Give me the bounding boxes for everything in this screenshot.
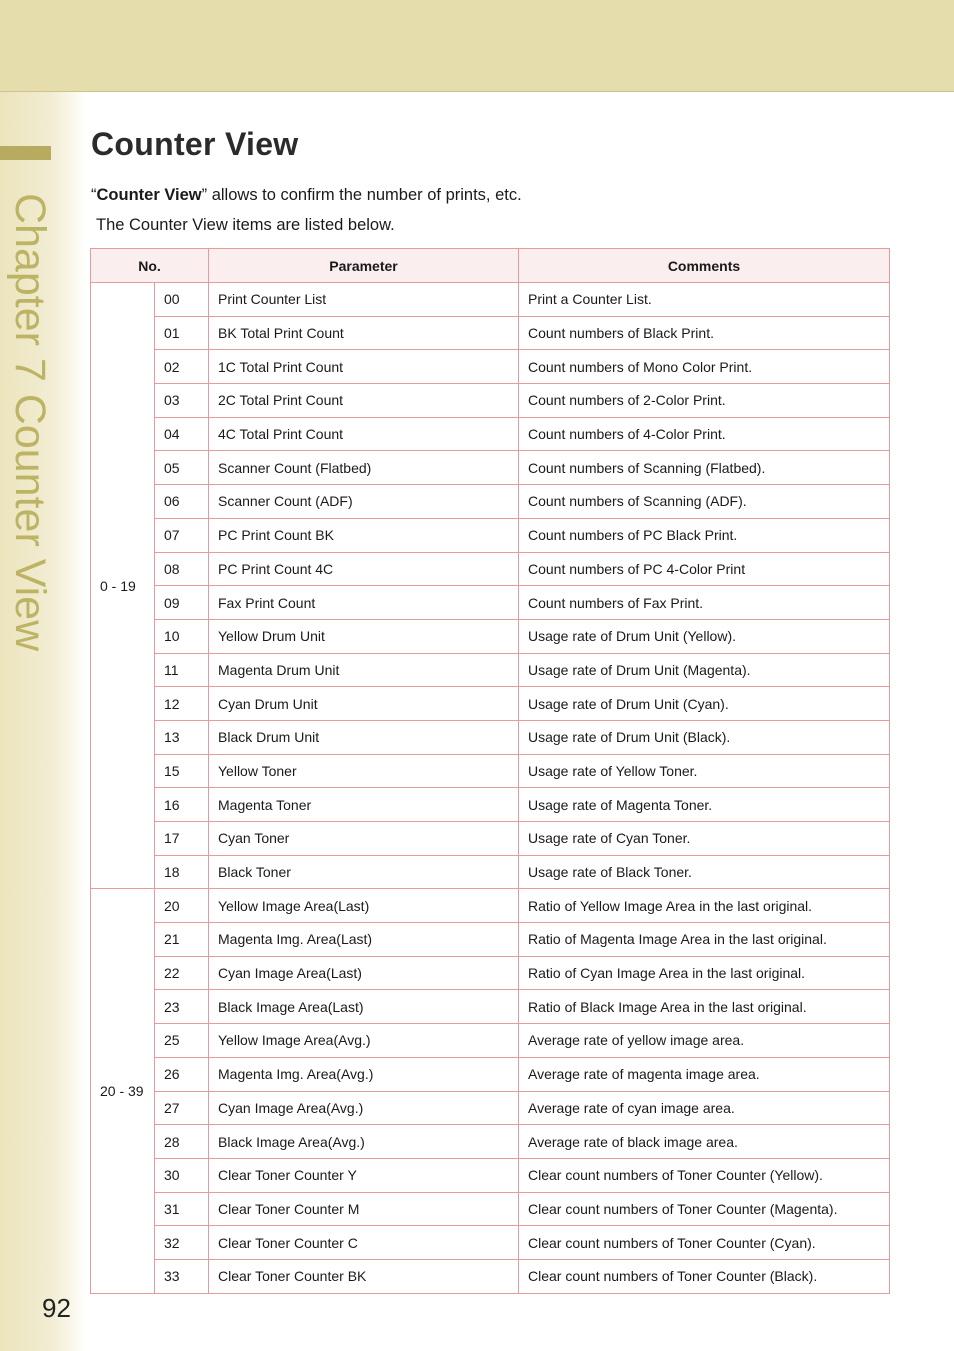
table-row: [91, 485, 890, 519]
row-parameter-cell: 2C Total Print Count: [209, 384, 519, 418]
row-comment-cell: Usage rate of Drum Unit (Black).: [519, 720, 890, 754]
row-number-cell: 07: [155, 518, 209, 552]
row-number-cell: 00: [155, 283, 209, 317]
row-number-cell: 08: [155, 552, 209, 586]
table-row: [91, 316, 890, 350]
table-row: [91, 889, 890, 923]
row-number-cell: 16: [155, 788, 209, 822]
row-parameter-cell: Yellow Image Area(Avg.): [209, 1024, 519, 1058]
row-parameter-cell: Black Image Area(Avg.): [209, 1125, 519, 1159]
table-row: [91, 990, 890, 1024]
table-row: [91, 518, 890, 552]
table-row: [91, 1259, 890, 1293]
row-comment-cell: Ratio of Yellow Image Area in the last original.: [519, 889, 890, 923]
row-comment-cell: Print a Counter List.: [519, 283, 890, 317]
row-comment-cell: Count numbers of Mono Color Print.: [519, 350, 890, 384]
table-row: [91, 822, 890, 856]
row-parameter-cell: Clear Toner Counter C: [209, 1226, 519, 1260]
row-number-cell: 22: [155, 956, 209, 990]
table-row: [91, 956, 890, 990]
table-row: [91, 586, 890, 620]
row-parameter-cell: Scanner Count (ADF): [209, 485, 519, 519]
row-parameter-cell: Magenta Toner: [209, 788, 519, 822]
row-parameter-cell: Cyan Toner: [209, 822, 519, 856]
row-number-cell: 28: [155, 1125, 209, 1159]
row-parameter-cell: 4C Total Print Count: [209, 417, 519, 451]
chapter-side-title: Chapter 7 Counter View: [6, 193, 54, 652]
row-parameter-cell: Magenta Drum Unit: [209, 653, 519, 687]
row-comment-cell: Usage rate of Cyan Toner.: [519, 822, 890, 856]
top-banner: [0, 0, 954, 92]
table-header-row: [91, 249, 890, 283]
row-parameter-cell: Magenta Img. Area(Last): [209, 923, 519, 957]
table-row: [91, 754, 890, 788]
row-parameter-cell: Cyan Drum Unit: [209, 687, 519, 721]
row-number-cell: 31: [155, 1192, 209, 1226]
row-comment-cell: Ratio of Magenta Image Area in the last original.: [519, 923, 890, 957]
row-number-cell: 32: [155, 1226, 209, 1260]
row-number-cell: 10: [155, 619, 209, 653]
row-parameter-cell: Clear Toner Counter Y: [209, 1158, 519, 1192]
table-row: [91, 1226, 890, 1260]
table-row: [91, 855, 890, 889]
table-row: [91, 1192, 890, 1226]
row-comment-cell: Count numbers of Scanning (ADF).: [519, 485, 890, 519]
row-parameter-cell: Clear Toner Counter BK: [209, 1259, 519, 1293]
intro-bold-term: Counter View: [96, 186, 202, 204]
row-comment-cell: Usage rate of Yellow Toner.: [519, 754, 890, 788]
row-range-cell: 0 - 19: [91, 283, 155, 889]
table-row: [91, 1158, 890, 1192]
row-number-cell: 11: [155, 653, 209, 687]
row-number-cell: 06: [155, 485, 209, 519]
table-row: [91, 552, 890, 586]
intro-text: [91, 186, 522, 205]
table-row: [91, 283, 890, 317]
table-row: [91, 1057, 890, 1091]
row-number-cell: 03: [155, 384, 209, 418]
row-comment-cell: Ratio of Cyan Image Area in the last original.: [519, 956, 890, 990]
row-parameter-cell: Print Counter List: [209, 283, 519, 317]
row-number-cell: 12: [155, 687, 209, 721]
row-number-cell: 23: [155, 990, 209, 1024]
row-number-cell: 05: [155, 451, 209, 485]
row-number-cell: 09: [155, 586, 209, 620]
row-number-cell: 18: [155, 855, 209, 889]
row-comment-cell: Ratio of Black Image Area in the last original.: [519, 990, 890, 1024]
row-number-cell: 30: [155, 1158, 209, 1192]
row-number-cell: 17: [155, 822, 209, 856]
row-comment-cell: Count numbers of Fax Print.: [519, 586, 890, 620]
row-parameter-cell: Magenta Img. Area(Avg.): [209, 1057, 519, 1091]
row-comment-cell: Average rate of cyan image area.: [519, 1091, 890, 1125]
row-comment-cell: Clear count numbers of Toner Counter (Black).: [519, 1259, 890, 1293]
row-comment-cell: Count numbers of Scanning (Flatbed).: [519, 451, 890, 485]
row-parameter-cell: Cyan Image Area(Last): [209, 956, 519, 990]
row-parameter-cell: Black Drum Unit: [209, 720, 519, 754]
row-comment-cell: Usage rate of Magenta Toner.: [519, 788, 890, 822]
table-row: [91, 619, 890, 653]
page-title: Counter View: [91, 126, 299, 162]
table-row: [91, 384, 890, 418]
row-comment-cell: Usage rate of Drum Unit (Yellow).: [519, 619, 890, 653]
row-parameter-cell: 1C Total Print Count: [209, 350, 519, 384]
table-row: [91, 417, 890, 451]
table-row: [91, 923, 890, 957]
header-parameter: Parameter: [209, 249, 519, 283]
header-no: No.: [91, 249, 209, 283]
row-comment-cell: Clear count numbers of Toner Counter (Cyan).: [519, 1226, 890, 1260]
row-number-cell: 26: [155, 1057, 209, 1091]
row-comment-cell: Count numbers of PC Black Print.: [519, 518, 890, 552]
table-row: [91, 451, 890, 485]
row-comment-cell: Usage rate of Black Toner.: [519, 855, 890, 889]
row-parameter-cell: Black Toner: [209, 855, 519, 889]
row-parameter-cell: Fax Print Count: [209, 586, 519, 620]
row-number-cell: 04: [155, 417, 209, 451]
chapter-tab-marker: [0, 146, 51, 160]
intro-text-2: The Counter View items are listed below.: [96, 216, 395, 234]
row-number-cell: 13: [155, 720, 209, 754]
row-parameter-cell: Black Image Area(Last): [209, 990, 519, 1024]
row-comment-cell: Average rate of magenta image area.: [519, 1057, 890, 1091]
row-number-cell: 25: [155, 1024, 209, 1058]
counter-view-table: [90, 248, 890, 1294]
row-parameter-cell: Scanner Count (Flatbed): [209, 451, 519, 485]
row-comment-cell: Clear count numbers of Toner Counter (Yellow).: [519, 1158, 890, 1192]
row-number-cell: 01: [155, 316, 209, 350]
intro-rest: ” allows to confirm the number of prints, etc.: [201, 186, 522, 204]
table-row: [91, 687, 890, 721]
row-number-cell: 02: [155, 350, 209, 384]
row-comment-cell: Clear count numbers of Toner Counter (Magenta).: [519, 1192, 890, 1226]
row-parameter-cell: Clear Toner Counter M: [209, 1192, 519, 1226]
row-number-cell: 33: [155, 1259, 209, 1293]
intro-open-quote: “: [91, 186, 97, 204]
row-parameter-cell: PC Print Count BK: [209, 518, 519, 552]
table-row: [91, 350, 890, 384]
row-comment-cell: Count numbers of PC 4-Color Print: [519, 552, 890, 586]
table-row: [91, 1091, 890, 1125]
table-row: [91, 1125, 890, 1159]
row-comment-cell: Usage rate of Drum Unit (Cyan).: [519, 687, 890, 721]
table-body: [91, 283, 890, 1294]
row-range-cell: 20 - 39: [91, 889, 155, 1293]
row-comment-cell: Count numbers of 4-Color Print.: [519, 417, 890, 451]
header-comments: Comments: [519, 249, 890, 283]
row-number-cell: 27: [155, 1091, 209, 1125]
table-row: [91, 653, 890, 687]
row-number-cell: 15: [155, 754, 209, 788]
row-parameter-cell: Yellow Drum Unit: [209, 619, 519, 653]
row-comment-cell: Average rate of black image area.: [519, 1125, 890, 1159]
row-number-cell: 20: [155, 889, 209, 923]
row-parameter-cell: PC Print Count 4C: [209, 552, 519, 586]
row-parameter-cell: Yellow Image Area(Last): [209, 889, 519, 923]
row-comment-cell: Count numbers of Black Print.: [519, 316, 890, 350]
row-parameter-cell: BK Total Print Count: [209, 316, 519, 350]
row-number-cell: 21: [155, 923, 209, 957]
table-row: [91, 720, 890, 754]
row-comment-cell: Usage rate of Drum Unit (Magenta).: [519, 653, 890, 687]
row-comment-cell: Average rate of yellow image area.: [519, 1024, 890, 1058]
table-row: [91, 1024, 890, 1058]
table-row: [91, 788, 890, 822]
row-parameter-cell: Cyan Image Area(Avg.): [209, 1091, 519, 1125]
row-parameter-cell: Yellow Toner: [209, 754, 519, 788]
row-comment-cell: Count numbers of 2-Color Print.: [519, 384, 890, 418]
page-number: 92: [42, 1293, 71, 1323]
